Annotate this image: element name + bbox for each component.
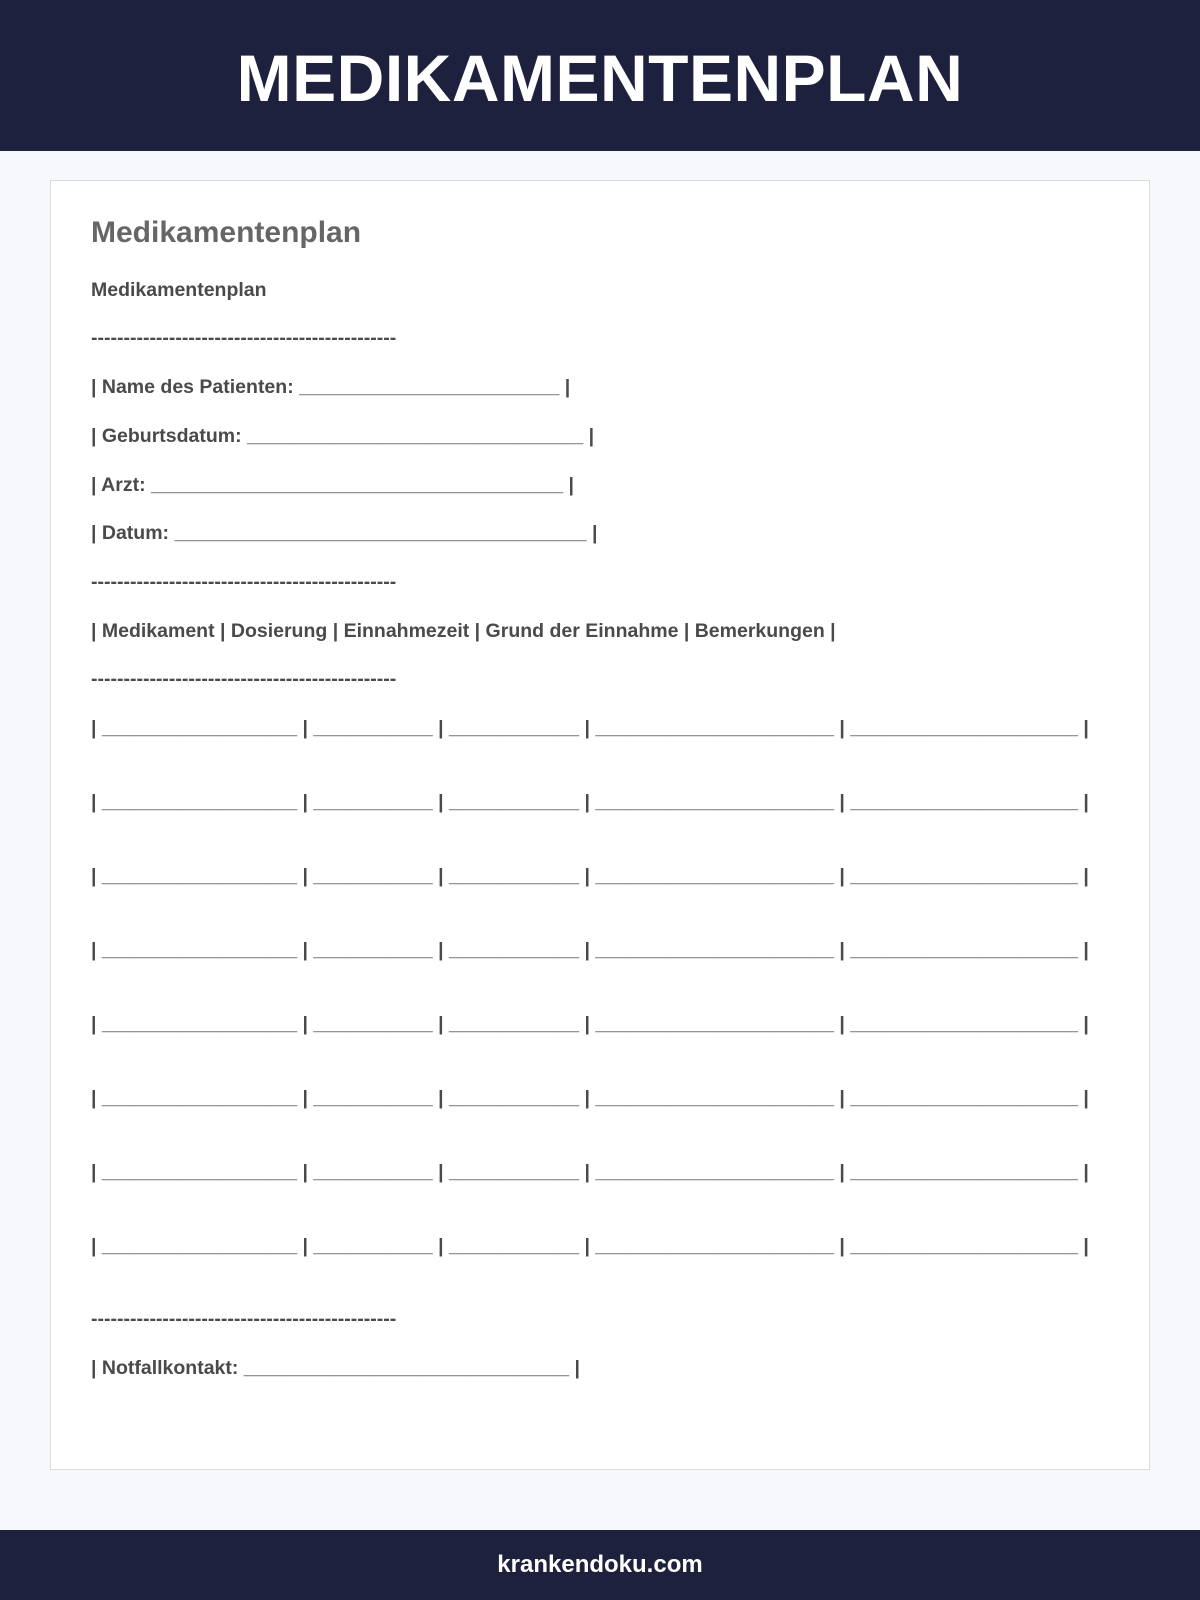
document-subtitle: Medikamentenplan bbox=[91, 279, 267, 301]
separator-line: ----------------------------------------------- bbox=[91, 1308, 397, 1330]
doctor-field: | Arzt: ______________________________________ | bbox=[91, 474, 574, 496]
birthdate-field: | Geburtsdatum: _______________________________ | bbox=[91, 425, 595, 447]
header-title: MEDIKAMENTENPLAN bbox=[236, 40, 964, 115]
separator-line: ----------------------------------------------- bbox=[91, 571, 397, 593]
table-row: | __________________ | ___________ | ____________ | ______________________ | _____________________ | bbox=[91, 1013, 1089, 1035]
separator-line: ----------------------------------------------- bbox=[91, 668, 397, 690]
date-field: | Datum: ______________________________________ | bbox=[91, 522, 598, 544]
page-footer bbox=[0, 1530, 1200, 1600]
table-row: | __________________ | ___________ | ____________ | ______________________ | _____________________ | bbox=[91, 717, 1089, 739]
table-row: | __________________ | ___________ | ____________ | ______________________ | _____________________ | bbox=[91, 865, 1089, 887]
table-row: | __________________ | ___________ | ____________ | ______________________ | _____________________ | bbox=[91, 1235, 1089, 1257]
page-header bbox=[0, 0, 1200, 151]
table-row: | __________________ | ___________ | ____________ | ______________________ | _____________________ | bbox=[91, 939, 1089, 961]
footer-site-name: krankendoku.com bbox=[497, 1551, 703, 1578]
table-row: | __________________ | ___________ | ____________ | ______________________ | _____________________ | bbox=[91, 791, 1089, 813]
emergency-contact-field: | Notfallkontakt: ______________________________ | bbox=[91, 1357, 581, 1379]
document-card bbox=[50, 180, 1150, 1470]
table-header-row: | Medikament | Dosierung | Einnahmezeit | Grund der Einnahme | Bemerkungen | bbox=[91, 620, 836, 642]
separator-line: ----------------------------------------------- bbox=[91, 327, 397, 349]
table-row: | __________________ | ___________ | ____________ | ______________________ | _____________________ | bbox=[91, 1087, 1089, 1109]
document-title: Medikamentenplan bbox=[91, 216, 362, 249]
patient-name-field: | Name des Patienten: ________________________ | bbox=[91, 376, 571, 398]
table-row: | __________________ | ___________ | ____________ | ______________________ | _____________________ | bbox=[91, 1161, 1089, 1183]
